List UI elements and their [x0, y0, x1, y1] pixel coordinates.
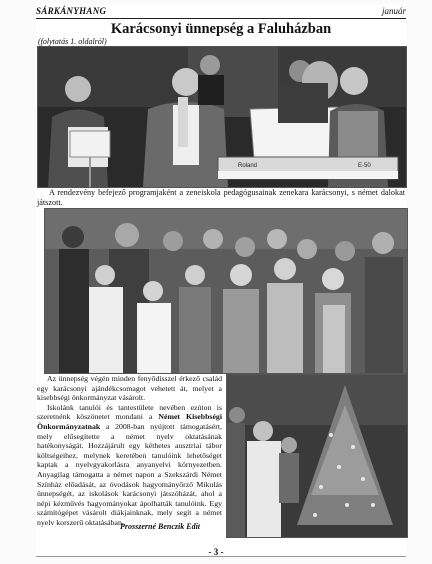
band-photo-image: [38, 47, 406, 187]
continued-note: (folytatás 1. oldalról): [38, 37, 107, 46]
christmas-tree-photo-image: [227, 375, 407, 537]
band-photo-caption: A rendezvény befejező programjaként a zeneiskola pedagógusainak zenekara karácsonyi, s német dalokat játszott.: [37, 188, 405, 207]
author-signature: Prosszerné Benczik Edit: [120, 522, 201, 531]
sponsor-name: Német Kisebbségi Önkormányzatnak: [37, 412, 222, 431]
publication-name: SÁRKÁNYHANG: [36, 6, 107, 16]
choir-photo: [44, 208, 408, 374]
band-photo: [37, 46, 407, 188]
page-header: [36, 6, 406, 19]
article-paragraph-1: Az ünnepség végén minden fenyődísszel érkező család egy karácsonyi ajándékcsomagot vehetett át, melyet a kisebbségi önkormányzat vásárolt.: [37, 374, 222, 403]
choir-photo-image: [45, 209, 407, 373]
page-number: - 3 -: [208, 547, 224, 557]
keyboard-model-label: E-50: [358, 163, 371, 169]
paragraph-2-body: a 2008-ban nyújtott támogatásért, mely elősegítette a német nyelv oktatásának hatékonyságát. Hozzájárult egy kéthetes ausztriai tábor költségeihez, melynek keretében tanulóink lehetőséget kaptak a nyelvgyakorlásra anyanyelvi környezetben. Anyagilag támogatta a német napon a Szekszárdi Német Színház előadását, az óvodások hagyományőrző Mikulás ünnepségét, az iskolások karácsonyi játszóházát, ahol a népi kézművés hagyományokat ápolhatták tanulóink. Egy számítógépet vásárolt diákjainknak, mely segít a német nyelv korszerű oktatásában.: [37, 421, 222, 527]
article-body: [37, 374, 222, 528]
bottom-rule: [36, 556, 406, 557]
article-paragraph-2: [37, 403, 222, 528]
keyboard-brand-label: Roland: [238, 163, 258, 169]
christmas-tree-photo: [226, 374, 408, 538]
article-title: Karácsonyi ünnepség a Faluházban: [110, 21, 332, 37]
issue-month: január: [381, 6, 406, 16]
paragraph-2-intro: Iskolánk tanulói és tantestülete nevében ezúton is szeretnénk köszönetet mondani a: [37, 402, 222, 422]
